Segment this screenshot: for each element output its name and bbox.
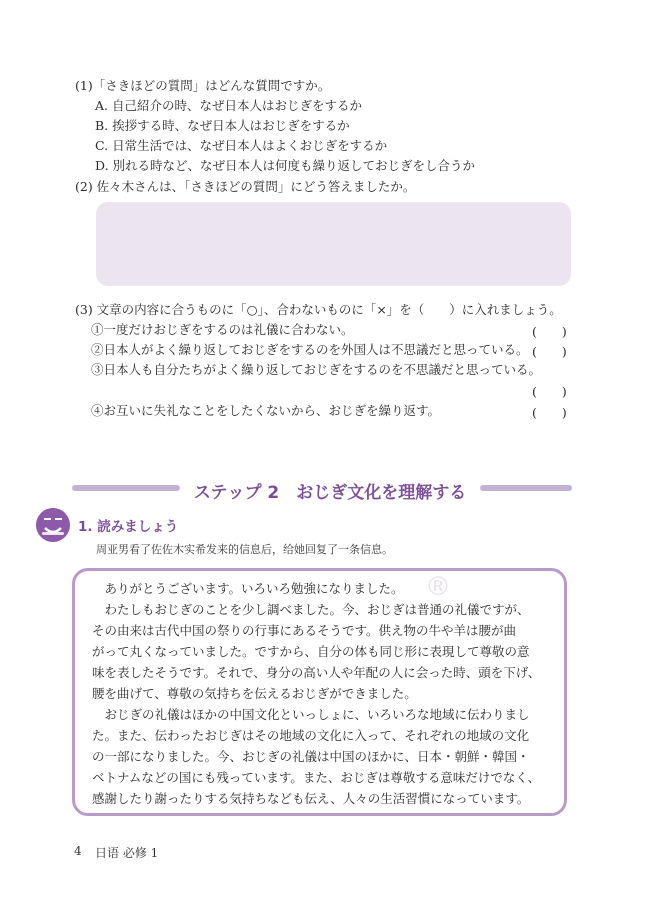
q1-option-c: C. 日常生活では、なぜ日本人はよくおじぎをするか <box>95 138 388 153</box>
book-title: 日语 必修 1 <box>95 846 159 860</box>
reading-line: ベトナムなどの国にも残っています。また、おじぎは尊敬する意味だけでなく、 <box>92 770 541 785</box>
q3-question: (3) 文章の内容に合うものに「○」、合わないものに「×」を（ ）に入れましょう。 <box>75 302 562 317</box>
q3-item-3: ③日本人も自分たちがよく繰り返しておじぎをするのを不思議だと思っている。 <box>91 362 542 377</box>
reading-line: 腰を曲げて、尊敬の気持ちを伝えるおじぎができました。 <box>92 686 417 701</box>
reading-icon <box>36 508 70 542</box>
q2-answer-box[interactable] <box>96 202 571 286</box>
q3-paren-4[interactable]: ( ) <box>532 405 567 420</box>
watermark-registered-icon: ® <box>425 572 451 602</box>
step-bar-left <box>72 485 180 491</box>
reading-line: た。また、伝わったおじぎはその地域の文化に入って、それぞれの地域の文化 <box>92 728 530 743</box>
q1-option-a: A. 自己紹介の時、なぜ日本人はおじぎをするか <box>95 98 362 113</box>
reading-line: 感謝したり謝ったりする気持ちなども伝え、人々の生活習慣になっています。 <box>92 791 530 806</box>
reading-line: の一部になりました。今、おじぎの礼儀は中国のほかに、日本・朝鮮・韓国・ <box>92 749 530 764</box>
reading-line: その由来は古代中国の祭りの行事にあるそうです。供え物の牛や羊は腰が曲 <box>92 623 517 638</box>
q2-question: (2) 佐々木さんは、「さきほどの質問」にどう答えましたか。 <box>75 179 416 194</box>
section-note: 周亚男看了佐佐木实希发来的信息后，给她回复了一条信息。 <box>96 543 393 556</box>
q1-question: (1)「さきほどの質問」はどんな質問ですか。 <box>75 78 331 93</box>
section-heading: 1. 読みましょう <box>78 519 179 535</box>
q1-option-b: B. 挨拶する時、なぜ日本人はおじぎをするか <box>95 118 350 133</box>
step-title: ステップ 2 おじぎ文化を理解する <box>193 483 467 503</box>
q1-option-d: D. 別れる時など、なぜ日本人は何度も繰り返しておじぎをし合うか <box>95 158 476 173</box>
q3-paren-2[interactable]: ( ) <box>532 344 567 359</box>
reading-line: がって丸くなっていました。ですから、自分の体も同じ形に表現して尊敬の意 <box>92 644 530 659</box>
q3-item-4: ④お互いに失礼なことをしたくないから、おじぎを繰り返す。 <box>91 403 441 418</box>
reading-line: わたしもおじぎのことを少し調べました。今、おじぎは普通の礼儀ですが、 <box>92 602 530 617</box>
reading-line: 味を表したそうです。それで、身分の高い人や年配の人に会った時、頭を下げ、 <box>92 665 541 680</box>
q3-item-2: ②日本人がよく繰り返しておじぎをするのを外国人は不思議だと思っている。 <box>91 342 529 357</box>
q3-paren-1[interactable]: ( ) <box>532 324 567 339</box>
q3-item-1: ①一度だけおじぎをするのは礼儀に合わない。 <box>91 322 354 337</box>
page-number: 4 <box>74 844 82 858</box>
q3-paren-3[interactable]: ( ) <box>532 384 567 399</box>
reading-line: ありがとうございます。いろいろ勉強になりました。 <box>92 581 404 596</box>
step-bar-right <box>480 485 572 491</box>
reading-line: おじぎの礼儀はほかの中国文化といっしょに、いろいろな地域に伝わりまし <box>92 707 530 722</box>
